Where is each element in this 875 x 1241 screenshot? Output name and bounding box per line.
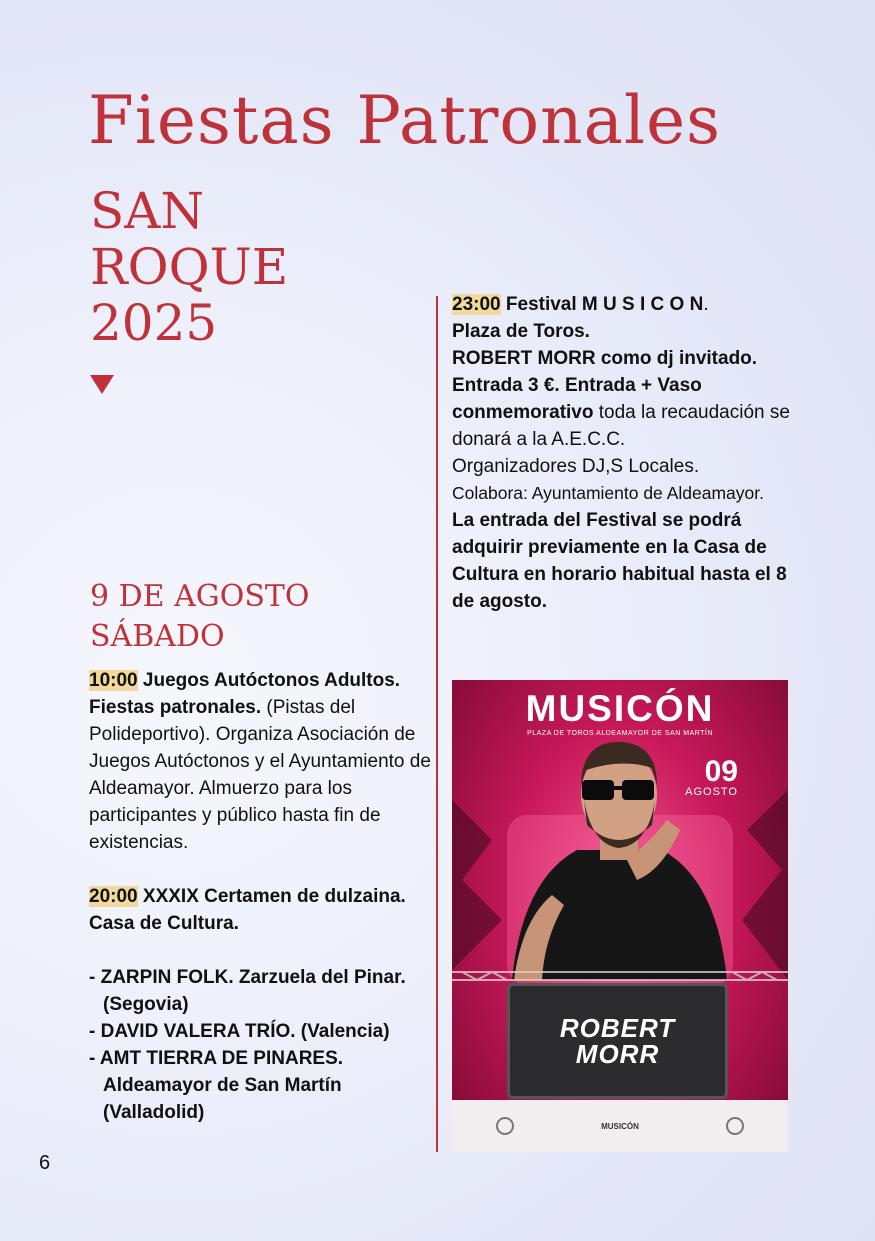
event-entry — [452, 291, 797, 318]
event-entry — [89, 667, 434, 856]
poster-footer — [452, 1100, 788, 1152]
event-time: 23:00 — [452, 294, 501, 315]
event-details: (Pistas del Polideportivo). Organiza Asociación de Juegos Autóctonos y el Ayuntamiento de Aldeamayor. Almuerzo para los participantes y público hasta fin de existencias. — [89, 697, 431, 853]
subtitle-line: 2025 — [90, 294, 218, 352]
subtitle-line: SAN — [90, 182, 205, 240]
page-number: 6 — [39, 1152, 51, 1174]
right-column — [452, 291, 797, 615]
poster-footer-brand: MUSICÓN — [601, 1121, 639, 1131]
column-divider — [436, 296, 438, 1152]
title-dot: . — [703, 294, 709, 315]
page-subtitle — [90, 183, 288, 351]
poster-day: 09 — [704, 755, 738, 788]
performer-item: - ZARPIN FOLK. Zarzuela del Pinar. (Segovia) — [89, 967, 406, 1015]
event-title: Juegos Autóctonos Adultos. Fiestas patronales. — [89, 670, 401, 718]
event-entry — [89, 883, 434, 937]
performer-list — [89, 964, 434, 1126]
event-collab: Colabora: Ayuntamiento de Aldeamayor. — [452, 483, 764, 503]
performer-item: - DAVID VALERA TRÍO. (Valencia) — [89, 1021, 390, 1042]
left-column — [89, 667, 434, 1126]
page-title: Fiestas Patronales — [88, 82, 722, 159]
event-time: 10:00 — [89, 670, 138, 691]
day-date: 9 DE AGOSTO — [90, 579, 310, 614]
poster-venue: PLAZA DE TOROS ALDEAMAYOR DE SAN MARTÍN — [527, 730, 713, 737]
poster-brand: MUSICÓN — [525, 688, 715, 729]
event-price: Entrada 3 €. Entrada + Vaso conmemorativo toda la recaudación se donará a la A.E.C.C. — [452, 375, 790, 450]
triangle-down-icon — [90, 375, 114, 394]
poster-month: AGOSTO — [685, 786, 738, 798]
event-guest: ROBERT MORR como dj invitado. — [452, 348, 758, 369]
sponsor-logo-icon — [496, 1117, 514, 1135]
day-heading — [90, 577, 310, 657]
poster-dj-plate — [507, 983, 728, 1099]
event-time: 20:00 — [89, 886, 138, 907]
poster-dj-name: ROBERT MORR — [559, 1013, 676, 1069]
event-venue: Plaza de Toros. — [452, 321, 590, 342]
event-organizers: Organizadores DJ,S Locales. — [452, 456, 700, 477]
day-weekday: SÁBADO — [90, 619, 225, 654]
event-presale: La entrada del Festival se podrá adquirir previamente en la Casa de Cultura en horario habitual hasta el 8 de agosto. — [452, 510, 787, 612]
event-title: Festival M U S I C O N — [505, 294, 704, 315]
performer-item: - AMT TIERRA DE PINARES. Aldeamayor de San Martín (Valladolid) — [89, 1048, 344, 1123]
event-title: XXXIX Certamen de dulzaina. Casa de Cultura. — [89, 886, 406, 934]
festival-poster — [452, 680, 788, 1152]
crest-icon — [726, 1117, 744, 1135]
subtitle-line: ROQUE — [90, 238, 289, 296]
